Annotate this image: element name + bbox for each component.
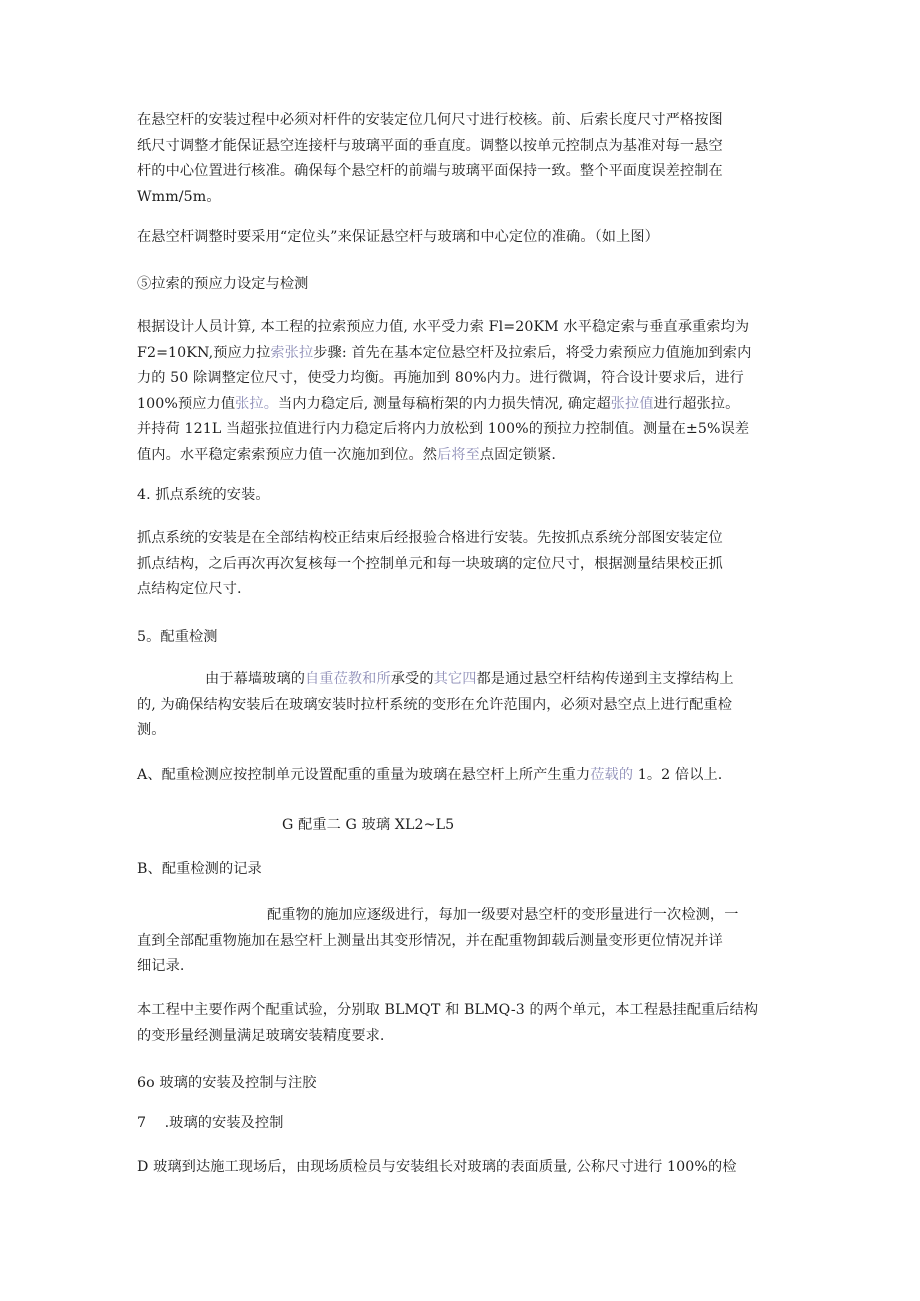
text-run: B、配重检测的记录 xyxy=(137,861,262,877)
text-line xyxy=(137,392,787,418)
text-run: ⑤拉索的预应力设定与检测 xyxy=(137,276,309,292)
text-run: 都是通过悬空杆结构传递到主支撑结构上 xyxy=(476,671,734,687)
text-line xyxy=(137,903,787,929)
text-run: 在悬空杆的安装过程中必须对杆件的安装定位几何尺寸进行校核。前、后索长度尺寸严格按图 xyxy=(137,112,723,128)
text-run: 值内。水平稳定索索预应力值一次施加到位。然 xyxy=(137,446,438,463)
highlight-run: 后将至 xyxy=(437,446,480,463)
text-run: 由于幕墙玻璃的 xyxy=(205,671,306,687)
text-line xyxy=(137,526,787,552)
text-run: 根据设计人员计算, 本工程的拉索预应力值, 水平受力索 Fl=20KM 水平稳定索与垂直承重索均为 xyxy=(137,319,750,335)
paragraph-glass-arrival xyxy=(137,1155,787,1181)
text-run: 抓点结构，之后再次再次复核每一个控制单元和每一块玻璃的定位尺寸，根据测量结果校正抓 xyxy=(137,555,723,572)
paragraph-counterweight-intro xyxy=(137,667,787,744)
text-line xyxy=(137,185,787,211)
text-line xyxy=(137,763,787,789)
text-run: 1。2 倍以上. xyxy=(633,767,723,783)
text-line xyxy=(137,1071,787,1097)
text-run: 100%预应力值 xyxy=(137,395,236,412)
text-line xyxy=(137,1111,787,1137)
heading-counterweight xyxy=(137,625,787,651)
text-line xyxy=(137,315,787,341)
text-run: D 玻璃到达施工现场后，由现场质检员与安装组长对玻璃的表面质量, 公称尺寸进行 100%的检 xyxy=(137,1159,737,1175)
text-run: 点固定锁紧. xyxy=(479,446,556,463)
paragraph-positioning-head xyxy=(137,225,787,251)
paragraph-grip-system xyxy=(137,526,787,603)
text-run: 抓点系统的安装是在全部结构校正结束后经报验合格进行安装。先按抓点系统分部图安装定位 xyxy=(137,530,723,546)
text-line xyxy=(137,443,787,469)
text-run: 本工程中主要作两个配重试验，分别取 BLMQT 和 BLMQ-3 的两个单元，本工程悬挂配重后结构 xyxy=(137,1002,759,1018)
highlight-run: 张拉。 xyxy=(235,395,278,412)
highlight-run: 莅载的 xyxy=(590,767,634,783)
paragraph-cantilever-installation xyxy=(137,108,787,210)
text-run: 点结构定位尺寸. xyxy=(137,581,242,597)
text-run: A、配重检测应按控制单元设置配重的重量为玻璃在悬空杆上所产生重力 xyxy=(137,767,591,783)
text-line xyxy=(137,272,787,298)
text-line xyxy=(137,134,787,160)
text-run: 配重物的施加应逐级进行，每加一级要对悬空杆的变形量进行一次检测，一 xyxy=(267,907,739,923)
text-run: 4. 抓点系统的安装。 xyxy=(137,487,270,503)
text-line xyxy=(137,159,787,185)
text-line xyxy=(137,341,787,367)
text-run: 纸尺寸调整才能保证悬空连接杆与玻璃平面的垂直度。调整以按单元控制点为基准对每一悬空 xyxy=(137,137,723,154)
text-run: 的变形量经测量满足玻璃安装精度要求. xyxy=(137,1027,385,1044)
text-run: 杆的中心位置进行核准。确保每个悬空杆的前端与玻璃平面保持一致。整个平面度误差控制在 xyxy=(137,163,723,179)
text-run: G 配重二 G 玻璃 XL2~L5 xyxy=(282,817,455,833)
text-run: 6o 玻璃的安装及控制与注胶 xyxy=(137,1075,317,1091)
text-line xyxy=(137,718,787,744)
text-line xyxy=(137,1155,787,1181)
heading-counterweight-record xyxy=(137,857,787,883)
text-run: 在悬空杆调整时要采用“定位头”来保证悬空杆与玻璃和中心定位的准确。（如上图） xyxy=(137,229,659,245)
text-line xyxy=(137,1024,787,1050)
text-line xyxy=(137,667,787,693)
heading-grip-system xyxy=(137,483,787,509)
highlight-run: 索张拉 xyxy=(270,344,314,361)
formula xyxy=(137,813,787,839)
text-line xyxy=(137,929,787,955)
paragraph-counterweight-record xyxy=(137,903,787,980)
text-run: 当内力稳定后, 测量每稿桁架的内力损失情况, 确定超 xyxy=(278,395,611,412)
text-run: 步骤: 首先在基本定位悬空杆及拉索后，将受力索预应力值施加到索内 xyxy=(313,344,752,361)
text-line xyxy=(137,693,787,719)
text-line xyxy=(137,552,787,578)
text-line xyxy=(137,108,787,134)
text-line xyxy=(137,577,787,603)
paragraph-counterweight-a xyxy=(137,763,787,789)
heading-prestress xyxy=(137,272,787,298)
text-line xyxy=(137,625,787,651)
text-run: 力的 50 除调整定位尺寸，使受力均衡。再施加到 80%内力。进行微调，符合设计要求后，进行 xyxy=(137,370,744,386)
text-line xyxy=(137,813,787,839)
text-run: 承受的 xyxy=(390,671,434,687)
highlight-run: 自重莅教和所 xyxy=(305,671,391,687)
text-line xyxy=(137,417,787,443)
text-line xyxy=(137,998,787,1024)
text-run: 直到全部配重物施加在悬空杆上测量出其变形情况，并在配重物卸载后测量变形更位情况并详 xyxy=(137,932,723,949)
text-line xyxy=(137,483,787,509)
text-run: F2=10KN,预应力拉 xyxy=(137,344,271,361)
text-line xyxy=(137,225,787,251)
text-run: 测。 xyxy=(137,722,166,738)
highlight-run: 张拉值 xyxy=(610,395,654,412)
paragraph-prestress-details xyxy=(137,315,787,468)
heading-glass-control xyxy=(137,1111,787,1137)
text-line xyxy=(137,857,787,883)
text-run: 细记录. xyxy=(137,958,185,974)
text-run: 的, 为确保结构安装后在玻璃安装时拉杆系统的变形在允许范围内，必须对悬空点上进行配重检 xyxy=(137,696,733,713)
text-run: 并持荷 121L 当超张拉值进行内力稳定后将内力放松到 100%的预拉力控制值。测量在±5%误差 xyxy=(137,421,750,437)
text-run: 5。配重检测 xyxy=(137,629,218,645)
text-line xyxy=(137,954,787,980)
text-run: Wmm/5m。 xyxy=(137,188,221,205)
paragraph-counterweight-tests xyxy=(137,998,787,1049)
text-run: 进行超张拉。 xyxy=(653,395,740,412)
text-run: 7 .玻璃的安装及控制 xyxy=(137,1115,284,1131)
highlight-run: 其它四 xyxy=(433,671,477,687)
text-line xyxy=(137,366,787,392)
heading-glass-installation xyxy=(137,1071,787,1097)
